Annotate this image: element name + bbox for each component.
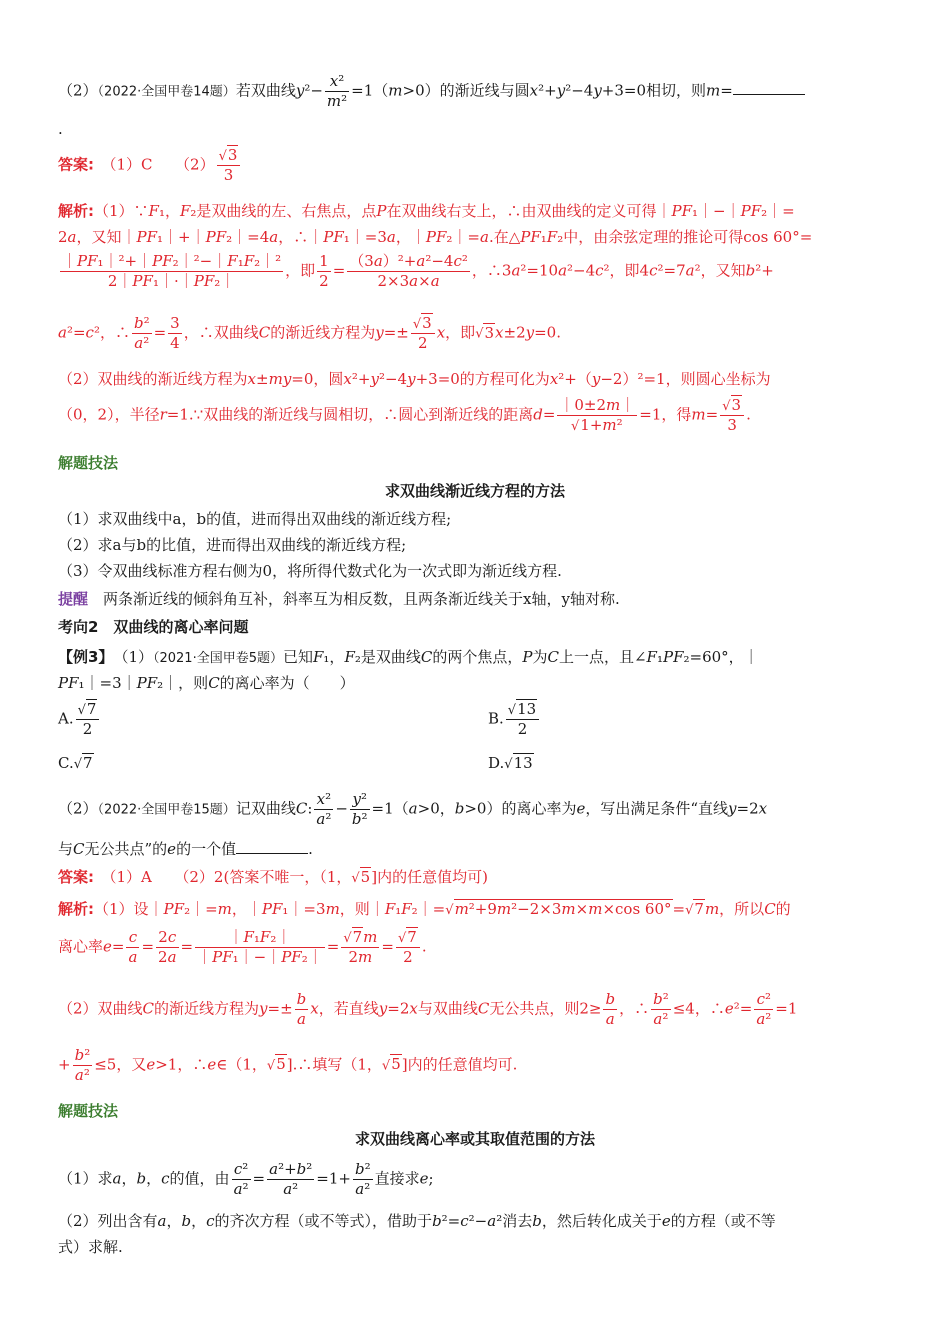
analysis-2-line-1: （2）双曲线的渐近线方程为x±my=0，圆x²+y²−4y+3=0的方程可化为x²+（y−2）²=1，则圆心坐标为 [58,370,771,388]
method-1-item-2: （2）求a与b的比值，进而得出双曲线的渐近线方程; [58,536,407,554]
method-2-item-2b: 式）求解. [58,1238,123,1256]
analysis-2-line-2: （0，2），半径r=1.∵双曲线的渐近线与圆相切，∴圆心到渐近线的距离d= $\frac{|0\pm 2m|}{\text{√1+m²}}$ =1，得m= $\frac{√3}{3}$ . [58,396,751,435]
analysis-1-line-4: a²=c²，∴ $\frac{\text{b²}}{\text{a²}}$ = $\frac{3}{4}$ ，∴双曲线C的渐近线方程为y=± $\frac{√3}{2}$ x，即√3x±2y=0. [58,314,561,353]
analysis-1-line-3: $\frac{\text{｜PF₁｜²+｜PF₂｜²−｜F₁F₂｜²}}{\text{2｜PF₁｜·｜PF₂｜}}$ ，即 $\frac{1}{2}$ = $\frac{\text{（3a）²+a²−4c²}}{2\times 3a\times a}$ ，∴3a²=10a²−4c²，即4c²=7a²，又知b²+ [62,252,774,290]
remind-text: 两条渐近线的倾斜角互补，斜率互为相反数，且两条渐近线关于x轴，y轴对称. [103,590,620,608]
option-b[interactable]: B. $\frac{√13}{2}$ [488,700,541,739]
question-2-period: . [58,120,63,138]
remind-line [58,590,620,608]
tips-label-2: 解题技法 [58,1102,119,1120]
analysis-4-line-1: （2）双曲线C的渐近线方程为y=± $\frac{b}{a}$ x，若直线y=2x与双曲线C无公共点，则2≥ $\frac{b}{a}$ ，∴ $\frac{\text{b²}}{\text{a²}}$ ≤4，∴e²= $\frac{\text{c²}}{\text{a²}}$ =1 [58,990,798,1028]
method-1-title: 求双曲线渐近线方程的方法 [384,482,565,500]
analysis-1-line-1: 解析:（1）∵F₁，F₂是双曲线的左、右焦点，点P在双曲线右支上，∴由双曲线的定义可得｜PF₁｜−｜PF₂｜= [58,202,795,220]
method-2-item-1: （1）求a，b，c的值，由 $\frac{\text{c²}}{\text{a²}}$ = $\frac{\text{a²+b²}}{\text{a²}}$ =1+ $\frac{\text{b²}}{\text{a²}}$ 直接求e; [58,1160,434,1198]
analysis-4-line-2: + $\frac{\text{b²}}{\text{a²}}$ ≤5，又e>1，∴e∈（1，√5].∴填写（1，√5]内的任意值均可. [58,1046,518,1084]
method-1-item-3: （3）令双曲线标准方程右侧为0，将所得代数式化为一次式即为渐近线方程. [58,562,562,580]
example-q2-line-2: 与C无公共点”的e的一个值 . [58,840,313,858]
method-2-item-2a: （2）列出含有a，b，c的齐次方程（或不等式），借助于b²=c²−a²消去b，然后转化成关于e的方程（或不等 [58,1212,776,1230]
example-q1-line-2: PF₁｜=3｜PF₂｜，则C的离心率为（ ） [58,674,355,692]
option-a[interactable]: A. $\frac{√7}{2}$ [58,700,101,739]
method-1-item-1: （1）求双曲线中a，b的值，进而得出双曲线的渐近线方程; [58,510,452,528]
section-title: 考向2 双曲线的离心率问题 [58,618,249,636]
analysis-3-line-2: 离心率e= $\frac{c}{a}$ = $\frac{2c}{2a}$ = $\frac{\text{｜F₁F₂｜}}{\text{｜PF₁｜−｜PF₂｜}}$ = $\frac{√7m}{2m}$ = $\frac{√7}{2}$ . [58,928,427,967]
remind-label: 提醒 [58,590,89,608]
question-2-line: （2）（2022·全国甲卷14题）若双曲线y²− $\frac{\text{x²}}{\text{m²}}$ =1（m>0）的渐近线与圆x²+y²−4y+3=0相切，则m= [58,72,805,111]
option-c[interactable]: C.√7 [58,754,93,772]
tips-label-1: 解题技法 [58,454,119,472]
method-2-title: 求双曲线离心率或其取值范围的方法 [354,1130,595,1148]
analysis-3-line-1: 解析:（1）设｜PF₂｜=m，｜PF₁｜=3m，则｜F₁F₂｜=√m²+9m²−2×3m×m×cos 60°=√7m，所以C的 [58,900,791,918]
option-d[interactable]: D.√13 [488,754,533,772]
answer-1: 答案: （1）C （2） $\frac{√3}{3}$ [58,146,242,185]
example-q2-line-1: （2）（2022·全国甲卷15题）记双曲线C: $\frac{\text{x²}}{\text{a²}}$ − $\frac{\text{y²}}{\text{b²}}$ =1（a>0，b>0）的离心率为e，写出满足条件“直线y=2x [58,790,768,828]
answer-2: 答案: （1）A （2）2(答案不唯一，（1，√5]内的任意值均可) [58,868,488,886]
example-q1-line-1: 【例3】 （1）（2021·全国甲卷5题）已知F₁，F₂是双曲线C的两个焦点，P为C上一点，且∠F₁PF₂=60°，｜ [58,648,759,666]
analysis-1-line-2: 2a，又知｜PF₁｜+｜PF₂｜=4a，∴｜PF₁｜=3a，｜PF₂｜=a.在△PF₁F₂中，由余弦定理的推论可得cos 60°= [58,228,813,246]
